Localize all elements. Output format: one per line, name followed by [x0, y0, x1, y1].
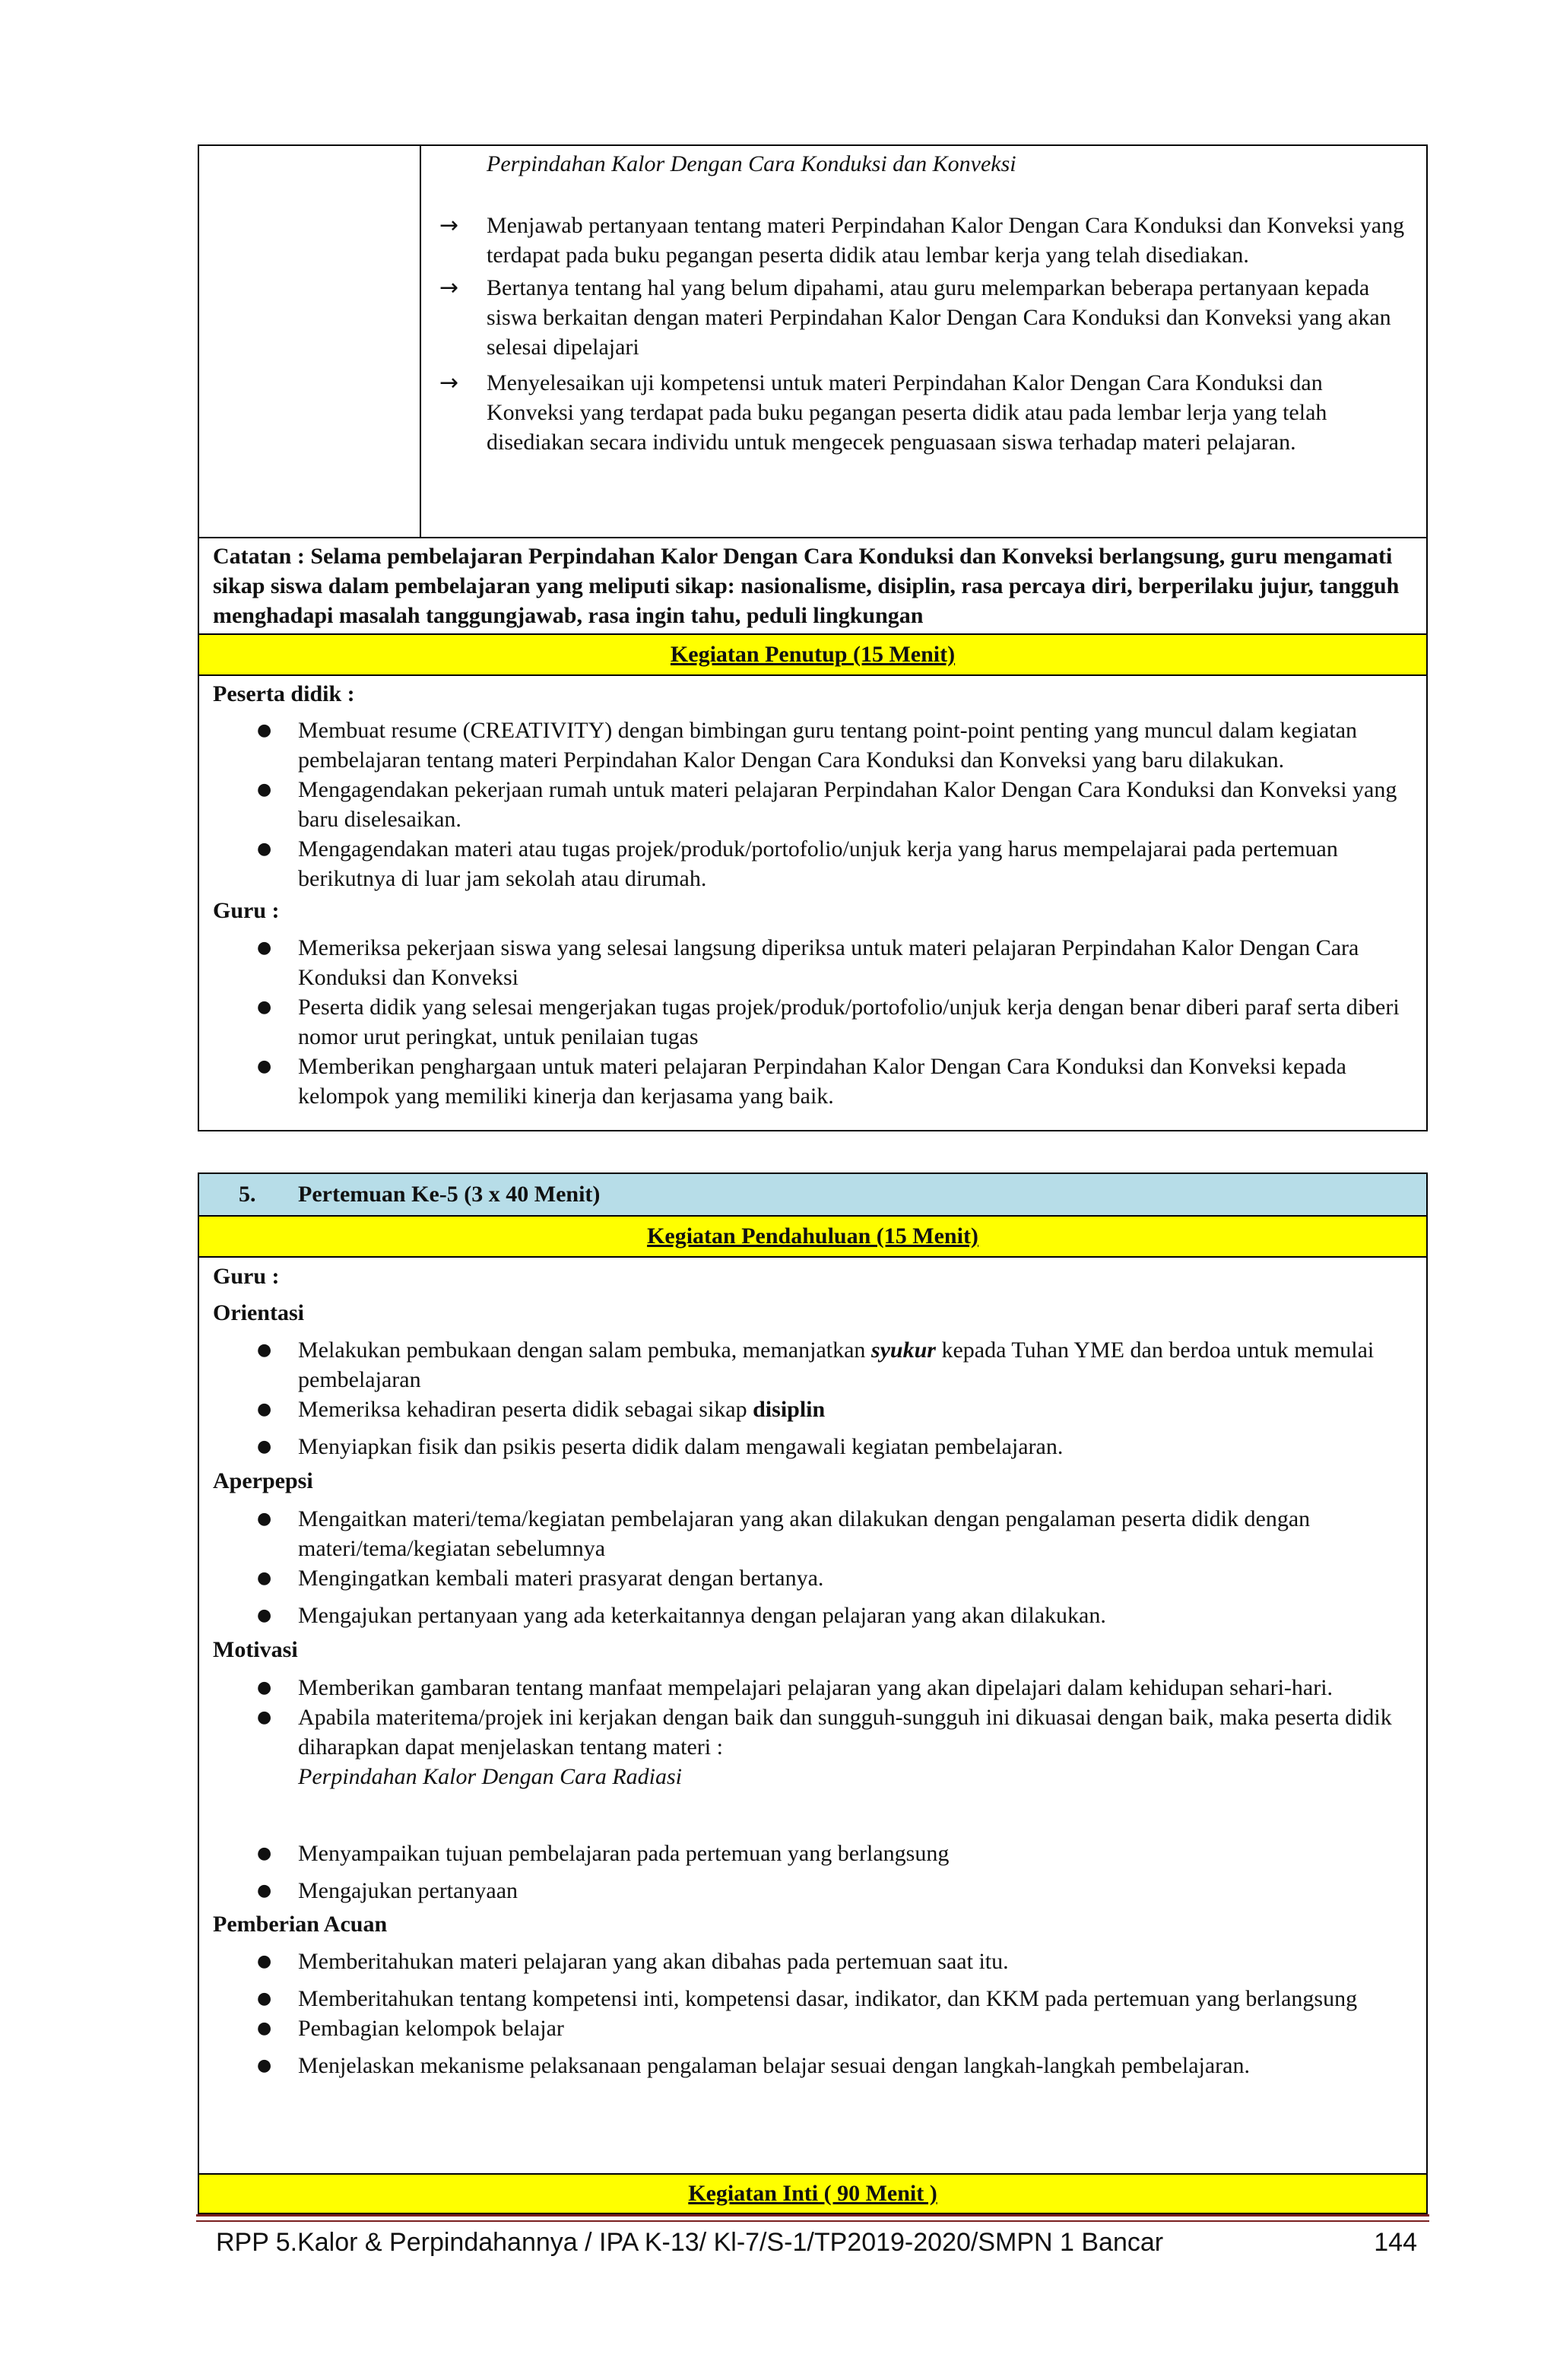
list-item-text: Mengajukan pertanyaan yang ada keterkaitannya dengan pelajaran yang akan dilakukan. — [298, 1603, 1106, 1628]
guru-label: Guru : — [213, 1264, 280, 1289]
list-item-text: Memeriksa pekerjaan siswa yang selesai langsung diperiksa untuk materi pelajaran Perpindahan Kalor Dengan Cara Konduksi dan Konveksi — [298, 935, 1359, 990]
bullet-icon: ● — [257, 998, 272, 1017]
inti-header — [199, 2173, 1426, 2213]
topic-line: Perpindahan Kalor Dengan Cara Konduksi dan Konveksi — [487, 151, 1016, 176]
motivasi-label: Motivasi — [213, 1637, 298, 1662]
catatan-note: Catatan : Selama pembelajaran Perpindahan Kalor Dengan Cara Konduksi dan Konveksi berlangsung, guru mengamati sikap siswa dalam pembelajaran yang meliputi sikap: nasionalisme, disiplin, rasa percaya diri, berperilaku jujur, tangguh menghadapi masalah tanggungjawab, rasa ingin tahu, peduli lingkungan — [199, 538, 1426, 635]
list-item — [213, 1563, 1413, 1593]
page-number: 144 — [1374, 2228, 1417, 2257]
meeting-number: 5. — [239, 1182, 256, 1207]
aperpepsi-label: Aperpepsi — [213, 1468, 313, 1493]
list-item-text: Membuat resume (CREATIVITY) dengan bimbingan guru tentang point-point penting yang muncul dalam kegiatan pembelajaran tentang materi Perpindahan Kalor Dengan Cara Konduksi dan Konveksi yang baru dilakukan. — [298, 718, 1358, 773]
list-item — [213, 1702, 1413, 1791]
orientasi-label: Orientasi — [213, 1300, 304, 1325]
arrow-right-icon: → — [439, 370, 459, 396]
list-item — [213, 1052, 1413, 1111]
list-item-text: Menjelaskan mekanisme pelaksanaan pengalaman belajar sesuai dengan langkah-langkah pembelajaran. — [298, 2053, 1250, 2078]
list-item-text: Mengagendakan materi atau tugas projek/produk/portofolio/unjuk kerja yang harus mempelajarai pada pertemuan berikutnya di luar jam sekolah atau dirumah. — [298, 836, 1338, 891]
list-item — [213, 1947, 1413, 1976]
list-item-text: Memberitahukan tentang kompetensi inti, kompetensi dasar, indikator, dan KKM pada pertemuan yang berlangsung — [298, 1986, 1358, 2011]
activity-cell — [421, 146, 1426, 537]
list-item-text — [298, 1395, 1413, 1424]
bullet-icon: ● — [257, 1952, 272, 1971]
list-item — [213, 775, 1413, 834]
list-item-text — [298, 1335, 1413, 1395]
arrow-right-icon: → — [439, 212, 459, 239]
meeting-5-table — [198, 1173, 1428, 2214]
list-item-text: Memberikan penghargaan untuk materi pelajaran Perpindahan Kalor Dengan Cara Konduksi dan Konveksi kepada kelompok yang memiliki kinerja dan kerjasama yang baik. — [298, 1054, 1346, 1109]
list-item — [213, 1601, 1413, 1630]
bullet-icon: ● — [257, 1341, 272, 1360]
footer-divider — [196, 2214, 1429, 2222]
arrow-item — [439, 368, 1411, 457]
list-item-text: Mengingatkan kembali materi prasyarat dengan bertanya. — [298, 1566, 824, 1591]
arrow-item — [439, 273, 1411, 362]
arrow-item — [439, 211, 1411, 270]
penutup-title: Kegiatan Penutup (15 Menit) — [670, 642, 956, 667]
list-item — [213, 1432, 1413, 1461]
list-item — [213, 1839, 1413, 1868]
guru-label: Guru : — [213, 898, 280, 923]
list-item — [213, 1335, 1413, 1395]
bullet-icon: ● — [257, 1437, 272, 1456]
list-item-text: Mengaitkan materi/tema/kegiatan pembelajaran yang akan dilakukan dengan pengalaman peserta didik dengan materi/tema/kegiatan sebelumnya — [298, 1506, 1311, 1561]
penutup-header — [199, 635, 1426, 676]
list-item-text: Mengajukan pertanyaan — [298, 1878, 518, 1903]
text-segment: kepada Tuhan YME dan berdoa untuk memulai pembelajaran — [298, 1338, 1375, 1392]
arrow-item-text: Menyelesaikan uji kompetensi untuk materi Perpindahan Kalor Dengan Cara Konduksi dan Konveksi yang terdapat pada buku pegangan peserta didik atau pada lembar lerja yang telah disediakan secara individu untuk mengecek penguasaan siswa terhadap materi pelajaran. — [487, 370, 1327, 455]
text-segment: Melakukan pembukaan dengan salam pembuka, memanjatkan — [298, 1338, 871, 1363]
list-item — [213, 834, 1413, 893]
bullet-icon: ● — [257, 780, 272, 799]
list-item-text: Memberitahukan materi pelajaran yang akan dibahas pada pertemuan saat itu. — [298, 1949, 1009, 1974]
bullet-icon: ● — [257, 1569, 272, 1588]
text-segment: Apabila materitema/projek ini kerjakan dengan baik dan sungguh-sungguh ini dikuasai dengan baik, maka peserta didik diharapkan dapat menjelaskan tentang materi : — [298, 1705, 1392, 1760]
bullet-icon: ● — [257, 2019, 272, 2038]
list-item — [213, 1395, 1413, 1424]
bullet-icon: ● — [257, 1708, 272, 1727]
list-item — [213, 1984, 1413, 2013]
bullet-icon: ● — [257, 1989, 272, 2008]
arrow-item-text: Bertanya tentang hal yang belum dipahami, atau guru melemparkan beberapa pertanyaan kepada siswa berkaitan dengan materi Perpindahan Kalor Dengan Cara Konduksi dan Konveksi yang akan selesai dipelajari — [487, 275, 1391, 360]
inti-closing-row — [199, 146, 1426, 538]
arrow-right-icon: → — [439, 274, 459, 301]
meeting-header — [199, 1174, 1426, 1217]
penutup-content — [199, 676, 1426, 1111]
list-item — [213, 933, 1413, 992]
list-item — [213, 1504, 1413, 1563]
bullet-icon: ● — [257, 839, 272, 858]
pendahuluan-header — [199, 1217, 1426, 1258]
arrow-item-text: Menjawab pertanyaan tentang materi Perpindahan Kalor Dengan Cara Konduksi dan Konveksi yang terdapat pada buku pegangan peserta didik atau lembar kerja yang telah disediakan. — [487, 213, 1405, 268]
list-item-text: Memberikan gambaran tentang manfaat mempelajari pelajaran yang akan dipelajari dalam kehidupan sehari-hari. — [298, 1675, 1333, 1700]
list-item-text: Pembagian kelompok belajar — [298, 2016, 564, 2041]
bullet-icon: ● — [257, 1881, 272, 1900]
bullet-icon: ● — [257, 938, 272, 957]
text-segment: Memeriksa kehadiran peserta didik sebagai sikap — [298, 1397, 753, 1422]
bullet-icon: ● — [257, 1844, 272, 1863]
page-footer — [216, 2225, 1417, 2260]
bullet-icon: ● — [257, 721, 272, 740]
footer-document-info: RPP 5.Kalor & Perpindahannya / IPA K-13/ Kl-7/S-1/TP2019-2020/SMPN 1 Bancar — [216, 2228, 1164, 2257]
bullet-icon: ● — [257, 1678, 272, 1697]
list-item-text: Menyiapkan fisik dan psikis peserta didik dalam mengawali kegiatan pembelajaran. — [298, 1434, 1064, 1459]
list-item-text: Menyampaikan tujuan pembelajaran pada pertemuan yang berlangsung — [298, 1841, 950, 1866]
list-item-text — [298, 1702, 1413, 1791]
topic-radiasi: Perpindahan Kalor Dengan Cara Radiasi — [298, 1764, 683, 1789]
pendahuluan-title: Kegiatan Pendahuluan (15 Menit) — [647, 1223, 978, 1249]
emphasis-disiplin: disiplin — [753, 1397, 826, 1422]
previous-meeting-table — [198, 144, 1428, 1131]
pendahuluan-content — [199, 1258, 1426, 2080]
meeting-title: Pertemuan Ke-5 (3 x 40 Menit) — [298, 1182, 601, 1207]
list-item — [213, 2013, 1413, 2043]
list-item — [213, 2051, 1413, 2080]
inti-title: Kegiatan Inti ( 90 Menit ) — [688, 2181, 937, 2206]
acuan-label: Pemberian Acuan — [213, 1912, 388, 1937]
list-item-text: Peserta didik yang selesai mengerjakan tugas projek/produk/portofolio/unjuk kerja dengan benar diberi paraf serta diberi nomor urut peringkat, untuk penilaian tugas — [298, 995, 1400, 1049]
list-item — [213, 992, 1413, 1052]
bullet-icon: ● — [257, 1509, 272, 1528]
list-item — [213, 716, 1413, 775]
list-item-text: Mengagendakan pekerjaan rumah untuk materi pelajaran Perpindahan Kalor Dengan Cara Konduksi dan Konveksi yang baru diselesaikan. — [298, 777, 1397, 832]
bullet-icon: ● — [257, 2056, 272, 2075]
list-item — [213, 1876, 1413, 1906]
list-item — [213, 1673, 1413, 1702]
empty-left-cell — [199, 146, 421, 537]
bullet-icon: ● — [257, 1606, 272, 1625]
bullet-icon: ● — [257, 1400, 272, 1419]
emphasis-syukur: syukur — [870, 1338, 936, 1363]
peserta-label: Peserta didik : — [213, 681, 355, 706]
bullet-icon: ● — [257, 1057, 272, 1076]
